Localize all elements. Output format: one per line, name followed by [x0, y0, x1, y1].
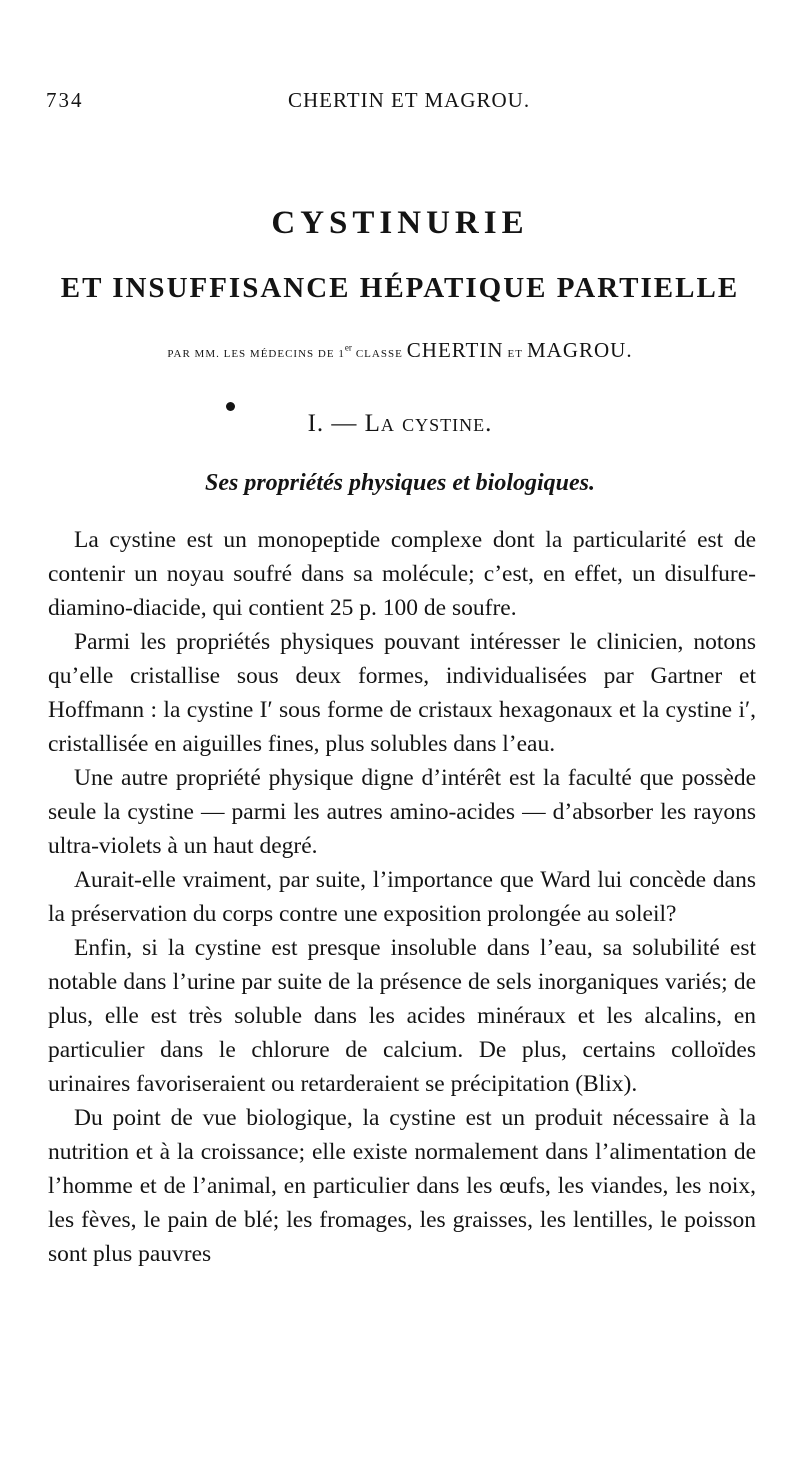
running-head: CHERTIN ET MAGROU. — [288, 88, 531, 112]
byline-author-1: CHERTIN — [406, 338, 504, 362]
paragraph: Enfin, si la cystine est presque insoluble dans l’eau, sa solubilité est notable dans l’urine par suite de la présence de sels inorganiques variés; de plus, elle est très soluble dans les acides minéraux et les alcalins, en particulier dans le chlorure de calcium. De plus, certains colloïdes urinaires favoriseraient ou retarderaient se précipitation (Blix). — [48, 935, 756, 1097]
paragraph: Aurait-elle vraiment, par suite, l’importance que Ward lui concède dans la préservation du corps contre une exposition prolongée au soleil? — [48, 867, 756, 927]
paragraph: La cystine est un monopeptide complexe dont la particularité est de contenir un noyau soufré dans sa molécule; c’est, en effet, un disulfure-diamino-diacide, qui contient 25 p. 100 de soufre. — [48, 527, 756, 621]
article-title: CYSTINURIE — [271, 205, 529, 241]
byline-conjunction: ET — [507, 348, 523, 360]
section-subheading: Ses propriétés physiques et biologiques. — [204, 470, 595, 496]
byline-prefix: PAR MM. LES MÉDECINS DE 1 — [167, 348, 345, 360]
section-heading — [0, 410, 800, 438]
article-subtitle: ET INSUFFISANCE HÉPATIQUE PARTIELLE — [60, 272, 740, 304]
byline-author-2: MAGROU. — [526, 338, 633, 362]
byline-class-label: CLASSE — [355, 348, 403, 360]
section-heading-numeral: I. — L — [307, 410, 381, 437]
byline — [0, 338, 800, 363]
paragraph: Une autre propriété physique digne d’intérêt est la faculté que possède seule la cystine — parmi les autres amino-acides — d’absorber les rayons ultra-violets à un haut degré. — [48, 765, 756, 859]
section-heading-text: a cystine. — [380, 410, 493, 437]
byline-superscript: er — [344, 342, 352, 353]
paragraph: Du point de vue biologique, la cystine est un produit nécessaire à la nutrition et à la croissance; elle existe normalement dans l’alimentation de l’homme et de l’animal, en particulier dans les œufs, les viandes, les noix, les fèves, le pain de blé; les fromages, les graisses, les lentilles, le poisson sont plus pauvres — [48, 1105, 756, 1267]
paragraph: Parmi les propriétés physiques pouvant intéresser le clinicien, notons qu’elle cristallise sous deux formes, individualisées par Gartner et Hoffmann : la cystine I′ sous forme de cristaux hexagonaux et la cystine i′, cristallisée en aiguilles fines, plus solubles dans l’eau. — [48, 629, 756, 757]
body-text — [48, 523, 756, 1271]
page-number: 734 — [46, 88, 84, 112]
